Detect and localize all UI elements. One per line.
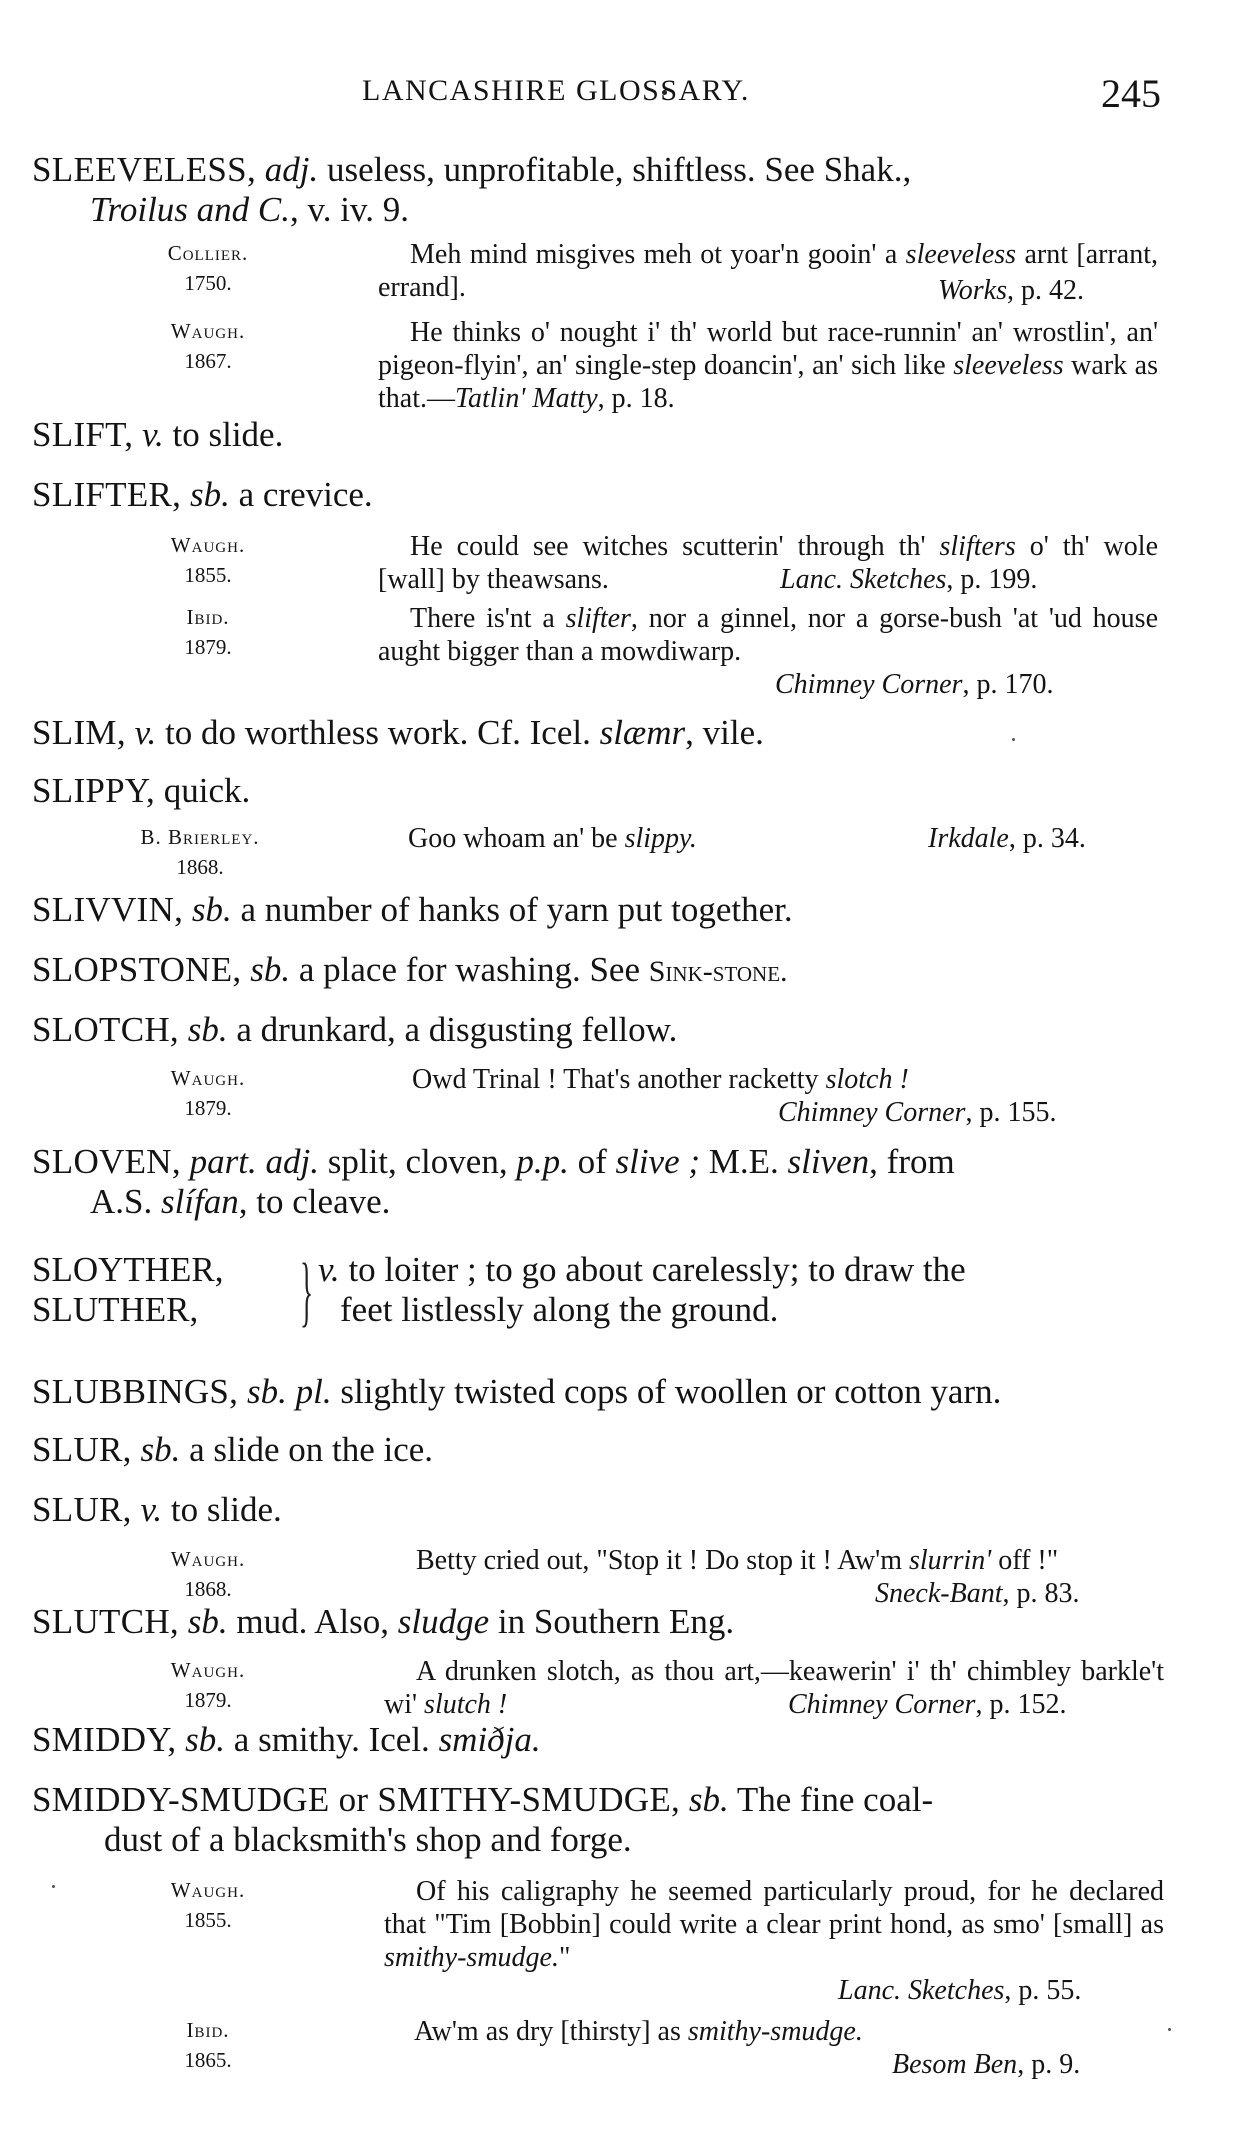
- definition: , from: [869, 1142, 955, 1181]
- entry-slotch: [32, 1010, 1172, 1050]
- definition: to slide.: [162, 1490, 282, 1529]
- part-of-speech: sb. pl.: [246, 1372, 332, 1411]
- reference-page: , p. 155.: [965, 1097, 1057, 1128]
- citation-quote: [414, 2015, 1194, 2048]
- definition: mud. Also,: [227, 1602, 398, 1641]
- citation-year: 1868.: [176, 855, 224, 879]
- quote-text: , nor a ginnel, nor a gorse-bush 'at 'ud house aught bigger than a mowdiwarp.: [378, 603, 1158, 667]
- part-of-speech: v.: [142, 415, 164, 454]
- citation-year: 1855.: [184, 563, 232, 587]
- paper-speck: [1012, 738, 1015, 741]
- definition: to do worthless work. Cf. Icel.: [156, 713, 600, 752]
- citation-reference: [928, 822, 1086, 855]
- part-of-speech: v.: [134, 713, 157, 752]
- entry-smiddy-smudge: [32, 1780, 1172, 1860]
- quote-text: arnt [arrant, errand].: [378, 239, 1158, 303]
- citation-quote: [412, 1063, 1192, 1096]
- definition: a place for washing. See: [290, 950, 649, 989]
- work-title: Troilus and C.: [90, 190, 291, 229]
- quote-text: off !": [991, 1545, 1059, 1576]
- definition: M.E.: [700, 1142, 788, 1181]
- headword: SLIVVIN,: [32, 890, 184, 929]
- definition-continued: , v. iv. 9.: [290, 190, 409, 229]
- citation-year: 1868.: [184, 1577, 232, 1601]
- quote-headword: slifter: [565, 603, 631, 634]
- citation-year: 1879.: [184, 635, 232, 659]
- citation-source: [118, 238, 298, 298]
- entry-slift: [32, 415, 1172, 455]
- definition: of: [568, 1142, 616, 1181]
- quote-text: wark as that.—: [378, 350, 1159, 414]
- quote-text: ": [558, 1942, 571, 1973]
- citation-source: [118, 1875, 298, 1935]
- citation-quote: [384, 1544, 1164, 1577]
- citation-author: Waugh.: [170, 533, 246, 557]
- reference-page: , p. 83.: [1002, 1578, 1080, 1609]
- definition: a smithy. Icel.: [225, 1720, 439, 1759]
- headword: SLUTHER,: [32, 1290, 199, 1329]
- part-of-speech: sb.: [688, 1780, 729, 1819]
- headword: SLUR,: [32, 1430, 132, 1469]
- reference-page: , p. 34.: [1008, 823, 1086, 854]
- paper-speck: [52, 1885, 55, 1888]
- quote-text: Betty cried out, "Stop it ! Do stop it ! Aw'm: [416, 1545, 909, 1576]
- citation-year: 1865.: [184, 2048, 232, 2072]
- reference-page: , p. 199.: [946, 564, 1038, 595]
- entry-slivvin: [32, 890, 1172, 930]
- quote-text: Aw'm as dry [thirsty] as: [414, 2016, 688, 2047]
- headword: SLUR,: [32, 1490, 132, 1529]
- citation-reference: [775, 668, 1053, 701]
- paper-speck: [1168, 2028, 1171, 2031]
- citation-source: [118, 602, 298, 662]
- quote-headword: smithy-smudge.: [384, 1942, 559, 1973]
- headword: SLIFT,: [32, 415, 134, 454]
- quote-headword: sleeveless: [953, 350, 1064, 381]
- entry-smiddy: [32, 1720, 1172, 1760]
- quote-headword: slifters: [939, 531, 1016, 562]
- reference-title: Tatlin' Matty: [455, 383, 598, 414]
- citation-author: Ibid.: [186, 2018, 230, 2042]
- quote-text: He thinks o' nought i' th' world but race-runnin' an' wrostlin', an' pigeon-flyin', an' single-step doancin', an' sich like: [378, 317, 1158, 381]
- citation-author: Ibid.: [186, 605, 230, 629]
- definition-continued: , to cleave.: [238, 1182, 391, 1221]
- grammar-label: p.p.: [516, 1142, 569, 1181]
- part-of-speech: adj.: [264, 150, 319, 189]
- part-of-speech: sb.: [140, 1430, 181, 1469]
- part-of-speech: part. adj.: [189, 1142, 319, 1181]
- part-of-speech: v.: [318, 1250, 340, 1289]
- citation-year: 1879.: [184, 1096, 232, 1120]
- citation-source: [118, 1544, 298, 1604]
- definition: a crevice.: [229, 475, 373, 514]
- page-number: 245: [1101, 71, 1161, 116]
- headword: SLIM,: [32, 713, 126, 752]
- citation-reference: [938, 274, 1084, 307]
- etymon: slífan: [161, 1182, 239, 1221]
- part-of-speech: sb.: [250, 950, 291, 989]
- citation-reference: [838, 1974, 1081, 2007]
- reference-page: , p. 152.: [975, 1689, 1067, 1720]
- headword: SMIDDY-SMUDGE or SMITHY-SMUDGE,: [32, 1780, 681, 1819]
- part-of-speech: sb.: [187, 1010, 228, 1049]
- headword: SLOYTHER,: [32, 1250, 224, 1289]
- entry-slippy: [32, 771, 1172, 811]
- definition: a slide on the ice.: [180, 1430, 434, 1469]
- entry-slur-noun: [32, 1430, 1172, 1470]
- quote-text: Meh mind misgives meh ot yoar'n gooin' a: [410, 239, 906, 270]
- quote-text: There is'nt a: [410, 603, 566, 634]
- definition: slightly twisted cops of woollen or cotton yarn.: [331, 1372, 1002, 1411]
- cross-reference: Sink-stone.: [648, 955, 788, 988]
- entry-slur-verb: [32, 1490, 1172, 1530]
- citation-reference: [788, 1688, 1066, 1721]
- entry-slim: [32, 713, 1172, 753]
- citation-quote: [378, 316, 1158, 415]
- etymon: slive ;: [615, 1142, 701, 1181]
- citation-source: [118, 1655, 298, 1715]
- definition: to slide.: [163, 415, 284, 454]
- etymon: sliven: [787, 1142, 870, 1181]
- headword: SLOVEN,: [32, 1142, 181, 1181]
- reference-page: , p. 42.: [1006, 275, 1084, 306]
- reference-page: , p. 18.: [597, 383, 675, 414]
- headword: SMIDDY,: [32, 1720, 177, 1759]
- headword: SLEEVELESS,: [32, 150, 256, 189]
- page-header: [0, 70, 1251, 120]
- reference-page: , p. 55.: [1004, 1975, 1082, 2006]
- definition: quick.: [155, 771, 251, 810]
- part-of-speech: sb.: [187, 1602, 228, 1641]
- citation-reference: [780, 563, 1037, 596]
- quote-headword: slurrin': [909, 1545, 992, 1576]
- part-of-speech: v.: [140, 1490, 163, 1529]
- definition-continued: A.S.: [90, 1182, 161, 1221]
- variant-word: sludge: [397, 1602, 490, 1641]
- quote-text: o' th' wole [wall] by theawsans.: [378, 531, 1158, 595]
- definition: in Southern Eng.: [489, 1602, 735, 1641]
- quote-text: A drunken slotch, as thou art,—keawerin' i' th' chimbley barkle't wi': [384, 1656, 1164, 1720]
- citation-reference: [778, 1096, 1056, 1129]
- definition: , vile.: [685, 713, 764, 752]
- entry-slutch: [32, 1602, 1172, 1642]
- citation-author: Waugh.: [170, 1878, 246, 1902]
- citation-author: Waugh.: [170, 1066, 246, 1090]
- citation-year: 1750.: [184, 271, 232, 295]
- citation-source: [110, 822, 290, 882]
- citation-year: 1867.: [184, 349, 232, 373]
- entry-slopstone: [32, 950, 1172, 992]
- headword: SLOTCH,: [32, 1010, 179, 1049]
- citation-author: Waugh.: [170, 1547, 246, 1571]
- quote-text: Goo whoam an' be: [408, 823, 625, 854]
- reference-title: Chimney Corner: [775, 669, 963, 700]
- reference-title: Sneck-Bant: [875, 1578, 1003, 1609]
- quote-text: He could see witches scutterin' through th': [410, 531, 940, 562]
- reference-title: Lanc. Sketches: [838, 1975, 1005, 2006]
- reference-page: , p. 9.: [1017, 2049, 1081, 2080]
- etymon: smiðja.: [438, 1720, 541, 1759]
- citation-quote: [378, 602, 1158, 668]
- reference-title: Chimney Corner: [778, 1097, 966, 1128]
- etymon: slæmr: [599, 713, 686, 752]
- headword: SLIPPY,: [32, 771, 156, 810]
- citation-quote: [384, 1875, 1164, 1974]
- reference-title: Works: [938, 275, 1007, 306]
- headword: SLUTCH,: [32, 1602, 179, 1641]
- headword: SLIFTER,: [32, 475, 182, 514]
- citation-year: 1855.: [184, 1908, 232, 1932]
- quote-headword: sleeveless: [905, 239, 1017, 270]
- reference-title: Besom Ben: [892, 2049, 1018, 2080]
- reference-title: Lanc. Sketches: [780, 564, 947, 595]
- reference-title: Chimney Corner: [788, 1689, 976, 1720]
- citation-author: Waugh.: [170, 319, 246, 343]
- part-of-speech: sb.: [191, 890, 232, 929]
- quote-headword: slippy.: [624, 823, 697, 854]
- entry-slifter: [32, 475, 1172, 515]
- citation-quote: [378, 530, 1158, 596]
- quote-text: Of his caligraphy he seemed particularly proud, for he declared that "Tim [Bobbin] could write a clear print hond, as smo' [small] as: [384, 1876, 1164, 1940]
- reference-page: , p. 170.: [962, 669, 1054, 700]
- definition: a number of hanks of yarn put together.: [231, 890, 793, 929]
- definition: to loiter ; to go about carelessly; to draw the: [339, 1250, 966, 1289]
- definition-continued: dust of a blacksmith's shop and forge.: [104, 1820, 632, 1859]
- quote-headword: slutch !: [424, 1689, 508, 1720]
- reference-title: Irkdale: [928, 823, 1009, 854]
- quote-headword: smithy-smudge.: [687, 2016, 863, 2047]
- entry-sloyther-headwords: [32, 1250, 224, 1330]
- citation-source: [118, 2015, 298, 2075]
- citation-author: B. Brierley.: [140, 825, 260, 849]
- citation-source: [118, 1063, 298, 1123]
- entry-sleeveless: [32, 150, 1172, 230]
- entry-sloven: [32, 1142, 1172, 1222]
- citation-source: [118, 316, 298, 376]
- part-of-speech: sb.: [185, 1720, 226, 1759]
- definition: a drunkard, a disgusting fellow.: [227, 1010, 678, 1049]
- definition: useless, unprofitable, shiftless. See Shak.,: [318, 150, 912, 189]
- entry-sloyther-definition: [318, 1250, 1178, 1330]
- citation-author: Waugh.: [170, 1658, 246, 1682]
- citation-reference: [892, 2048, 1080, 2081]
- running-head: LANCASHIRE GLOSSARY.: [362, 74, 750, 107]
- quote-text: Owd Trinal ! That's another racketty: [412, 1064, 826, 1095]
- part-of-speech: sb.: [189, 475, 230, 514]
- citation-year: 1879.: [184, 1688, 232, 1712]
- brace-glyph: }: [300, 1247, 314, 1334]
- citation-author: Collier.: [167, 241, 249, 265]
- headword: SLUBBINGS,: [32, 1372, 239, 1411]
- definition: The fine coal-: [728, 1780, 934, 1819]
- quote-headword: slotch !: [825, 1064, 909, 1095]
- headword: SLOPSTONE,: [32, 950, 242, 989]
- definition-continued: feet listlessly along the ground.: [340, 1290, 779, 1329]
- definition: split, cloven,: [318, 1142, 517, 1181]
- entry-slubbings: [32, 1372, 1172, 1412]
- citation-source: [118, 530, 298, 590]
